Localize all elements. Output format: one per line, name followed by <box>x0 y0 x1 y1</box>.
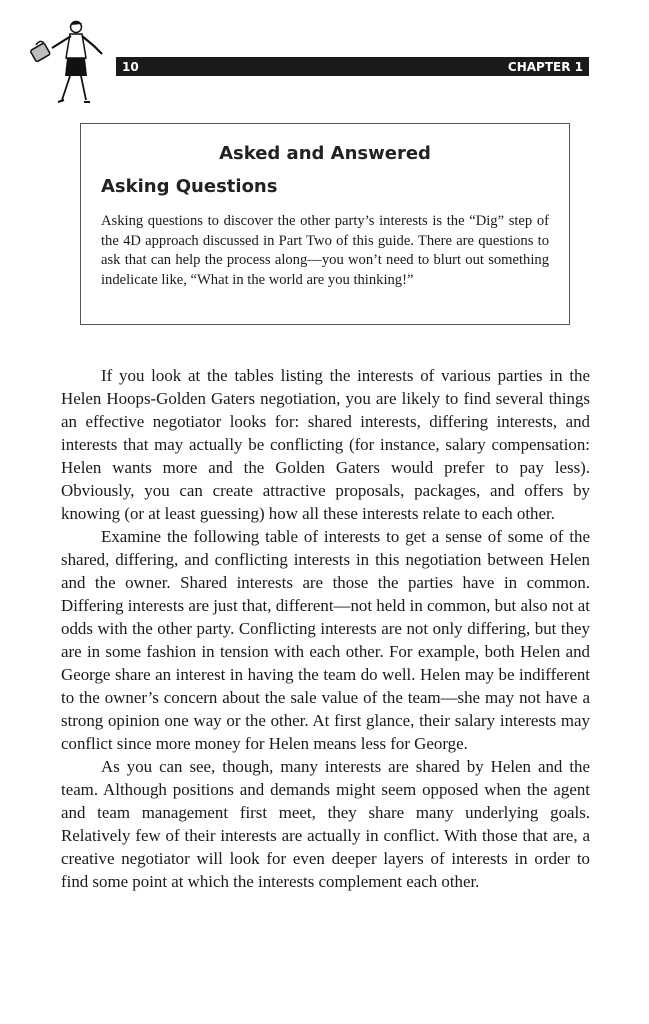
body-paragraph-2: Examine the following table of interests to get a sense of some of the shared, differing, and conflicting interests in this negotiation between Helen and the owner. Shared interests are those the parties have in common. Differing interests are just that, different—not held in common, but also not at odds with the other party. Conflicting interests are not only differing, but they are in some fashion in tension with each other. For example, both Helen and George share an interest in having the team do well. Helen may be indifferent to the owner’s concern about the sale value of the team—she may not have a strong opinion one way or the other. At first glance, their salary interests may conflict since more money for Helen means less for George. <box>61 527 590 753</box>
sidebar-text: Asking questions to discover the other party’s interests is the “Dig” step of the 4D approach discussed in Part Two of this guide. There are questions to ask that can help the process along—you won’t need to blurt out something indelicate like, “What in the world are you thinking!” <box>101 213 549 288</box>
body-paragraph-1: If you look at the tables listing the interests of various parties in the Helen Hoops-Golden Gaters negotiation, you are likely to find several things an effective negotiator looks for: shared interests, differing interests, and interests that may actually be conflicting (for instance, salary compensation: Helen wants more and the Golden Gaters would prefer to pay less). Obviously, you can create attractive proposals, packages, and offers by knowing (or at least guessing) how all these interests relate to each other. <box>61 366 590 523</box>
sidebar-title: Asking Questions <box>101 176 278 197</box>
body-text <box>61 364 590 893</box>
sidebar-box <box>80 123 570 325</box>
body-paragraph-3: As you can see, though, many interests are shared by Helen and the team. Although positions and demands might seem opposed when the agent and team management first meet, they share many underlying goals. Relatively few of their interests are actually in conflict. With those that are, a creative negotiator will look for even deeper layers of interests in order to find some point at which the interests complement each other. <box>61 757 590 891</box>
chapter-label: CHAPTER 1 <box>507 59 583 74</box>
sidebar-kicker: Asked and Answered <box>219 143 431 164</box>
page-number: 10 <box>122 59 139 74</box>
businesswoman-icon <box>28 18 108 108</box>
running-header <box>116 57 589 76</box>
